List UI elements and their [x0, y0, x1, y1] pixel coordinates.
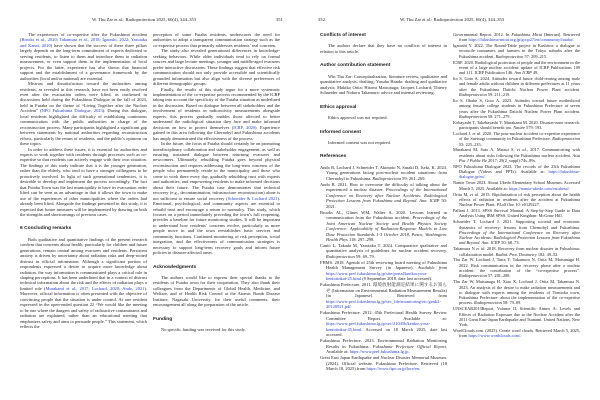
paragraph — [153, 48, 280, 86]
text: Both qualitative and quantitative findings of the present research confirm that concerns about health, particularly for children and future generations, remain central among evacuees and residents. Persistent anxiety is driven by uncertainty about radiation risks and deep-rooted distrust in official information. Although a significant portion of respondents expressed a desire to acquire more knowledge about radiation, the way information is communicated plays a critical role in shaping perceptions. It has been underlined that in a context of distrust technical information about the risk and the effects of radiation plays a limited role ( — [20, 236, 147, 291]
citation-link[interactable]: https://www.pref.fukushima.lg.jp — [349, 349, 409, 354]
reference-entry — [453, 192, 580, 208]
italic-text: Radioprotection — [552, 136, 580, 142]
italic-text: PLoS One — [496, 202, 515, 208]
text: 59: 211–219. — [486, 92, 511, 98]
text: Thu Zar W, Matsunaga H, Xiao X, Lochard J, Orita M, Takamura N. 2023. An analysis of the desire to make radiation measurements and to dialogue with experts among the residents of Tomioka town, Fukushima Prefecture: about the implementation of the co-expertise process. — [453, 279, 580, 306]
text: FHMS. 2018. Agenda of 25th reviewing board meeting of Fukushima Health Management Survey (in Japanese). — [320, 259, 447, 271]
citation-link[interactable]: NPO Fukushima Dialogue, 2023 — [41, 108, 103, 114]
italic-text: Proceedings of the Joint American Nuclear Society and Health Physics Society Conference: Applicability of Radiation-Response Models to Low Dose Protection Standards 1-3 October 2018, Pasco, Washington. Health Phys — [326, 215, 447, 242]
text: Informed consent was not required. — [328, 139, 391, 145]
citation-link[interactable]: Schneider & Lochard 2021 — [227, 195, 278, 201]
text: 579: 193. — [525, 125, 543, 131]
text: Mistrust and dissatisfaction toward the authorities among residents, as revealed in this research, have not been easily resolved even after the evacuation orders were lifted, as confirmed in discussions held during the Fukushima Dialogue in the fall of 2023, held in Futaba on the theme of “Living Together after the Nuclear Accident” ( — [20, 81, 147, 114]
text: Cantó L, Takada M, Yasutaka T. 2024. Comparative qualitative and quantitative analysis of guidelines for nuclear accident recovery. — [320, 243, 447, 254]
reference-entry — [453, 98, 580, 119]
text: Ethics approval was not required. — [328, 115, 388, 121]
text: 2020. The post-nuclear accident co-expertise experience of the Suetsugi community in Fukushima Prefecture. — [459, 130, 581, 142]
paragraph — [320, 43, 447, 54]
text: 59: 261–269. — [401, 175, 426, 181]
paragraph — [20, 81, 147, 146]
text: . Accessed on 18 March 2025, date last accessed. — [326, 326, 447, 338]
section-heading: 6 Concluding remarks — [20, 226, 72, 232]
text: Brooks AL, Glines WM, Walter A. 2020. Lessons learned in communication from the Fukushima accident. — [320, 209, 447, 221]
section-heading: Conflicts of interest — [320, 33, 366, 38]
reference-entry — [453, 306, 580, 327]
reference-entry — [453, 60, 580, 76]
text: ). Emotional, psychological, and community aspects are essential to rebuild trust and encourage a return to normalcy. This study, which focuses on a period immediately preceding the town’s full reopening, provides a baseline for future monitoring studies. It will be important to understand how residents’ concerns evolve, particularly as more people move in and the town reestablishes basic services and community functions. Continued monitoring of risk perception, social integration, and the effectiveness of communication strategies is necessary to support long-term recovery goals and inform future policies in disaster-affected areas. — [153, 195, 280, 256]
text: Finally, the results of this study argue for a more systematic implementation of the co-expertise process recommended by the ICRP taking into account the specificity of the Futaba situation as underlined in the discussion. Based on dialogue between all stakeholders and the involvement of residents in radioactivity measurements alongside experts, this process gradually enables those affected to better understand the radiological situation they face and make informed decisions on how to protect themselves ( — [153, 86, 280, 130]
text: 58: 271–279. — [486, 113, 511, 119]
text: , 2017. Communicating with residents about risks following the Fukushima nuclear accident. — [459, 147, 581, 158]
text: 2018. Recovery from nuclear disaster in Fukushima: collaboration model. — [459, 246, 580, 257]
text: . — [484, 174, 486, 180]
text: 2017; 29(2_suppl):74s–89s. — [487, 157, 537, 163]
citation-link[interactable]: Brooks et al., 2020; Takamura et al., 2018; Igarashi, 2022; Yasutaka and Kanai, 2020 — [20, 37, 147, 48]
section-heading: Author contribution statement — [320, 63, 391, 69]
text: The authors would like to express their special thanks to the residents of Futaba town for their cooperation. They also thank their colleagues from the Departments of Global Health, Medicine, and Welfare, and of Health Risk Control at the Atomic Bomb Disease Institute, Nagasaki University, for their useful comments, their encouragement all along the preparation of the article. — [153, 275, 280, 308]
text: Thu Zar W, Lochard J, Taira Y, Takamura N, Orita M, Matsunaga H. 2022. Risk communication in the recovery phase after a nuclear accident: the contribution of the “co-expertise process”. — [453, 257, 580, 274]
citation-link[interactable]: https://fukushima-mirai.org.jp/gcop27/en/community/futaba/ — [468, 37, 574, 43]
italic-text: Radiat. Prot. Dosimetry — [495, 251, 537, 257]
reference-entry — [453, 32, 580, 43]
text: WordClouds.com. (2025). Create word clouds. Retrieved March 5, 2025, from — [453, 328, 580, 339]
reference-entry — [320, 210, 447, 243]
text: In order to address these issues, it is essential for authorities and experts to work together with residents through processes such as co-expertise so that residents can actively engage with their own situation. The findings of this study indicate that it is the younger generation, rather than the elderly, who tend to have a stronger willingness to be proactively involved. In light of such generational tendencies, it is desirable to develop and implement the process accordingly. The fact that Futaba Town was the last municipality to have its evacuation order lifted can be seen as an advantage in that it allows the town to make use of the experiences of other municipalities where the orders had already been lifted. Alongside the findings presented in this study, it is expected that future measures will be implemented by drawing on both the strengths and shortcomings of previous cases. — [20, 146, 147, 217]
citation-link[interactable]: Murakami et al., 2017; Lochard, 2020; Ando, 2021 — [45, 285, 145, 291]
italic-text: Radioprotection — [495, 53, 524, 59]
paragraph — [153, 327, 280, 332]
column-left — [20, 32, 147, 330]
text: Schneider T, Lochard J. 2021. Supporting societal and economic dynamics of recovery: lessons from Chernobyl and Fukushima. — [453, 219, 580, 230]
page-352 — [300, 0, 600, 400]
text: ). Experience gained in this area following the Chernobyl and Fukushima accidents has amply demonstrated the effectiveness of the process. — [153, 124, 281, 141]
italic-text: et al. — [516, 147, 527, 153]
text: ). Moreover, official information is often presented with the objective of convincing people that the situation is under control. As one resident expressed in the open-ended question 22 “We would like the meeting to be one where the dangers and safety of radioactive contaminants and radiation are explained, rather than an educational meeting that emphasizes safety and aims to persuade people.” This statement, which reflects the — [20, 285, 147, 330]
text: 118: 297–298. — [347, 236, 375, 242]
text: Ito S, Okabe S, Goto A. 2023. Attitudes toward future motherhood among female college students in Fukushima Prefecture at seven years after the Fukushima Daiichi Nuclear Power Plant accident. — [453, 97, 580, 114]
italic-text: Proceedings of the International Conference on Recovery after Nuclear Accidents: Radiological Protection Lessons from Fukushima and Beyond. Ann. ICRP — [459, 229, 580, 246]
reference-entry — [453, 120, 580, 131]
italic-text: Fukushima Mirai — [511, 32, 543, 37]
text: Ito S, Goto A. 2024. Attitudes toward future child-rearing among male and female adults without children in different prefectures at 11 years after the Fukushima Daiichi Nuclear Power Plant accident. — [453, 76, 580, 92]
reference-entry — [453, 257, 580, 278]
section-heading: Informed consent — [320, 129, 362, 135]
reference-entry — [453, 246, 580, 257]
text: . — [419, 365, 421, 371]
text: 58: 79–89. — [501, 300, 522, 306]
text: The study also revealed generational differences in knowledge-seeking behaviors. While older individuals tend to rely on formal sources and large lecture meetings, younger and middle-aged evacuees prefer interactive discussions. These findings suggest that effective risk communication should not only provide accessible and scientifically grounded information but also align with the diverse preferences of different demographic groups. — [153, 48, 280, 87]
text: Murakami M, Sato A, Matsui S, — [453, 147, 517, 153]
italic-text: Nature — [513, 125, 526, 131]
reference-entry — [320, 260, 447, 282]
text: (9 September 2018, date last accessed). — [361, 276, 433, 282]
text: Kobayashi T, Takebayashi Y, Murakami M. 2020. Disaster-zone research: participants should benefit too. — [453, 119, 580, 131]
reference-entry — [320, 338, 447, 354]
reference-entry — [453, 279, 580, 305]
text: 49. — [531, 70, 539, 76]
text: Takamura N — [453, 246, 477, 252]
text: Pallant J. 2013. SPSS Survival Manual: A Step-by-Step Guide to Data Analysis Using IBM SPSS. United Kingdom: McGraw Hill. — [453, 208, 580, 219]
italic-text: Fukushima Prefecture Official Report. — [372, 343, 447, 349]
italic-text: Asia Pac J Public He — [459, 152, 580, 163]
text: 57: 209–215. — [523, 53, 548, 59]
column-right — [153, 32, 280, 333]
paragraph — [320, 140, 447, 145]
text: Igarashi Y. 2022. The Round-Table project in Kashiwa: a dialogue to reconcile consumers and farmers in the Tokyo suburbs after the Fukushima accident. — [453, 43, 580, 59]
text: 10: e0129227. — [514, 202, 540, 208]
citation-link[interactable]: https://www.fipo.or.jp/lore/en — [366, 365, 420, 371]
text: [Internet]. Retrieved from — [459, 32, 580, 43]
text: Fukushima Prefecture. 2012. 45th Prefectural Health Survey Review Committee Report. Available at: — [320, 310, 447, 321]
text: 50: 2021. — [326, 198, 448, 209]
paragraph — [20, 147, 147, 218]
italic-text: Proceedings of the International Conference on Recovery after Nuclear Accidents: Radiological Protection Lessons from Fukushima and Beyond. Ann. ICRP — [326, 187, 447, 204]
paragraph — [153, 87, 280, 142]
reference-entry — [320, 355, 447, 371]
text: . — [573, 37, 575, 43]
text: 2015. Bipolarization of risk perception about the health effects of radiation in residents after the accident at Fukushima Nuclear Power Plant. — [459, 191, 581, 208]
italic-text: Radioprotection — [459, 273, 487, 279]
text: Ando R, Lochard J, Schneider T, Akimoto N, Sasaki D, Iseki, K. 2024. Young generations facing post-nuclear accident situations: from Chernobyl to Fukushima. — [320, 164, 447, 181]
reference-entry — [453, 208, 580, 219]
reference-entry — [320, 165, 447, 181]
section-heading: Ethics approval — [320, 104, 357, 110]
text: The authors declare that they have no conflicts of interest in relation to this article. — [320, 43, 447, 54]
running-header: W. Thu Zar et al.: Radioprotection 2025, 60(4), 344–353 — [92, 17, 197, 22]
text: Namie Town 2023. About Ukedo Elementary School Museum. Accessed March 5, 2025. Available at: — [453, 180, 580, 191]
reference-entry — [453, 131, 580, 147]
italic-text: Radioprotection — [459, 113, 487, 119]
citation-link[interactable]: ICRP, 2020 — [233, 124, 256, 130]
reference-entry — [453, 147, 580, 163]
text: 182: 49–52. — [536, 251, 559, 257]
citation-link[interactable]: https://www.pref.fukushima.lg.jp/sec/21045b/kenkocyosa-kentoiinkai-45.html — [326, 321, 430, 332]
italic-text: et al. — [472, 130, 482, 136]
citation-link[interactable]: https://www.pref.fukushima.lg.jp/sec_file/monitoring/etc/genk2-20120921.pdf — [326, 298, 441, 310]
text: . — [568, 185, 571, 191]
text: Great East Japan Earthquake and Nuclear Disaster Memorial Museum. (2024). Official website. Fukushima Prefecture. Retrieved (18 March 18, 2025) from — [320, 355, 447, 371]
italic-text: et al. — [470, 191, 480, 197]
text: 57: 281–288. — [486, 273, 511, 279]
text: Fukushima Prefecture. 2023. Environmental Radiation Monitoring Results in Fukushima. — [320, 338, 447, 349]
paragraph — [20, 32, 147, 81]
text: ICRP. 2020. Radiological protection of people and the environment in the event of a large nuclear accident: update of ICRP Publications 109 and 111. ICRP Publication 146. — [453, 59, 580, 76]
page-number: 352 — [318, 17, 325, 22]
reference-entry — [320, 182, 447, 209]
italic-text: Ann ICRP — [514, 70, 532, 76]
text: . — [520, 333, 522, 339]
section-heading: Funding — [153, 316, 173, 322]
running-header: W. Thu Zar et al.: Radioprotection 2025, 60(4), 344–353 — [400, 17, 505, 22]
italic-text: Radioprotection — [372, 175, 402, 181]
text: Ando R. 2021. How to overcome the difficulty of talking about the experienced a nuclear disaster. — [320, 181, 447, 193]
text: No specific funding was received for this study. — [161, 327, 246, 333]
italic-text: Radioprotection — [326, 253, 355, 259]
text: 59: 69–79. — [354, 253, 375, 259]
text: Governmental Report. 2012. In — [453, 32, 512, 37]
text: Available at: — [326, 349, 350, 354]
section-heading: References — [320, 154, 347, 160]
reference-entry — [453, 43, 580, 59]
italic-text: Radioprotection — [474, 300, 502, 306]
page-number: 351 — [276, 17, 283, 22]
citation-link[interactable]: https://namie-ukedo.com/en/about/ — [508, 185, 569, 191]
text: Lochard J, — [453, 130, 473, 136]
text: perception of some Futaba residents, underscores the need for authorities to adopt a transparent communication strategy such as the co-expertise process that primarily addresses residents’ real concerns. — [153, 32, 280, 48]
text: NPO Fukushima Dialogue 2023. The records of the 25th Fukushima Dialogue (Videos and PPTs). Available at: — [453, 163, 580, 175]
reference-entry — [453, 164, 580, 180]
text: ). During this dialogue, local residents highlighted the difficulty of establishing continuous communication with the public authorities in charge of the reconstruction process. Many participants highlighted a significant gap between statements by national authorities regarding reconstruction efforts, particularly the return of residents, and the public’s opinions on these topics. — [20, 108, 147, 147]
paragraph — [20, 237, 147, 330]
column-left — [320, 32, 447, 372]
text: Win Thu Zar: Conceptualization, literature review, qualitative and quantitative analysis, drafting; Yasuha Handa: drafting and qualitative analysis; Makiko Orita; Hitomi Matsunaga; Jacques Lochard; Thierry Schneider and Noboru Takamura: advice and internal reviewing. — [320, 73, 447, 96]
reference-entry — [320, 310, 447, 337]
text: 55: 225–235. — [459, 141, 482, 147]
citation-link[interactable]: https://www.wordclouds.com/ — [468, 333, 521, 339]
italic-text: Available from — [417, 265, 447, 271]
text: Orita M, — [453, 191, 471, 197]
reference-entry — [453, 180, 580, 191]
text: Fukushima Prefecture. 2011. 環境放射能測定結果に関するお知らせ (Information on Environmental Radiation Measurement Results) [in Japanese]. Retrieved from — [320, 282, 447, 299]
paragraph — [320, 115, 447, 120]
reference-entry — [320, 282, 447, 309]
text: The experiences of co-expertise after the Fukushima accident ( — [20, 32, 147, 43]
italic-text: et al. — [476, 246, 486, 252]
paragraph — [153, 32, 280, 48]
paragraph — [320, 74, 447, 96]
text: 50: 68–73. — [500, 240, 520, 246]
section-heading: Acknowledgments — [153, 264, 197, 270]
citation-link[interactable]: https://www.pref.fukushima.lg.jp/site/portal/kenkocyosa-kentoiinkai-25.html — [326, 270, 428, 282]
paragraph — [153, 275, 280, 308]
text: ) have shown that the success of these three pillars largely depends on the long-term commitment of experts dedicated to serving residents, to listen to them and introduce them to radiation measurement, or even support them in the implementation of local projects. For the latter, experience has also shown that financial support and the establishment of a governance framework by the authorities (local and/or national) are essential. — [20, 42, 147, 81]
reference-entry — [453, 76, 580, 97]
reference-entry — [453, 328, 580, 339]
reference-entry — [453, 219, 580, 245]
column-right-references — [453, 32, 580, 339]
paragraph — [153, 141, 280, 256]
text: . — [408, 349, 410, 354]
citation-link[interactable]: https://fukushima-dialogue.jp/en/ — [459, 169, 580, 180]
text: In the future, the focus at Futaba should certainly be on promoting interdisciplinary collaboration and stakeholder engagement, as well as ensuring sustained dialogue between returning evacuees and newcomers. Ultimately, rebuilding Futaba goes beyond physical reconstruction and requires addressing the long-term concerns of the people who permanently reside in the municipality and those who come to work there every day, gradually rebuilding trust with experts and authorities, and empowering residents to make informed decisions about their future. The Futaba case demonstrates that technical recovery (e.g., decontamination, infrastructure reconstruction) alone is not sufficient to ensure social recovery ( — [153, 141, 280, 201]
italic-text: Radioprotection — [459, 92, 487, 98]
reference-entry — [320, 243, 447, 259]
text: UNSCEAR2013Report, Volume II, Scientific Annex A: Levels and Effects of Radiation Exposure due to the Nuclear Accident after the 2011 Great East-Japan Earthquake and Tsunami. United Nations, New York. — [453, 306, 580, 328]
